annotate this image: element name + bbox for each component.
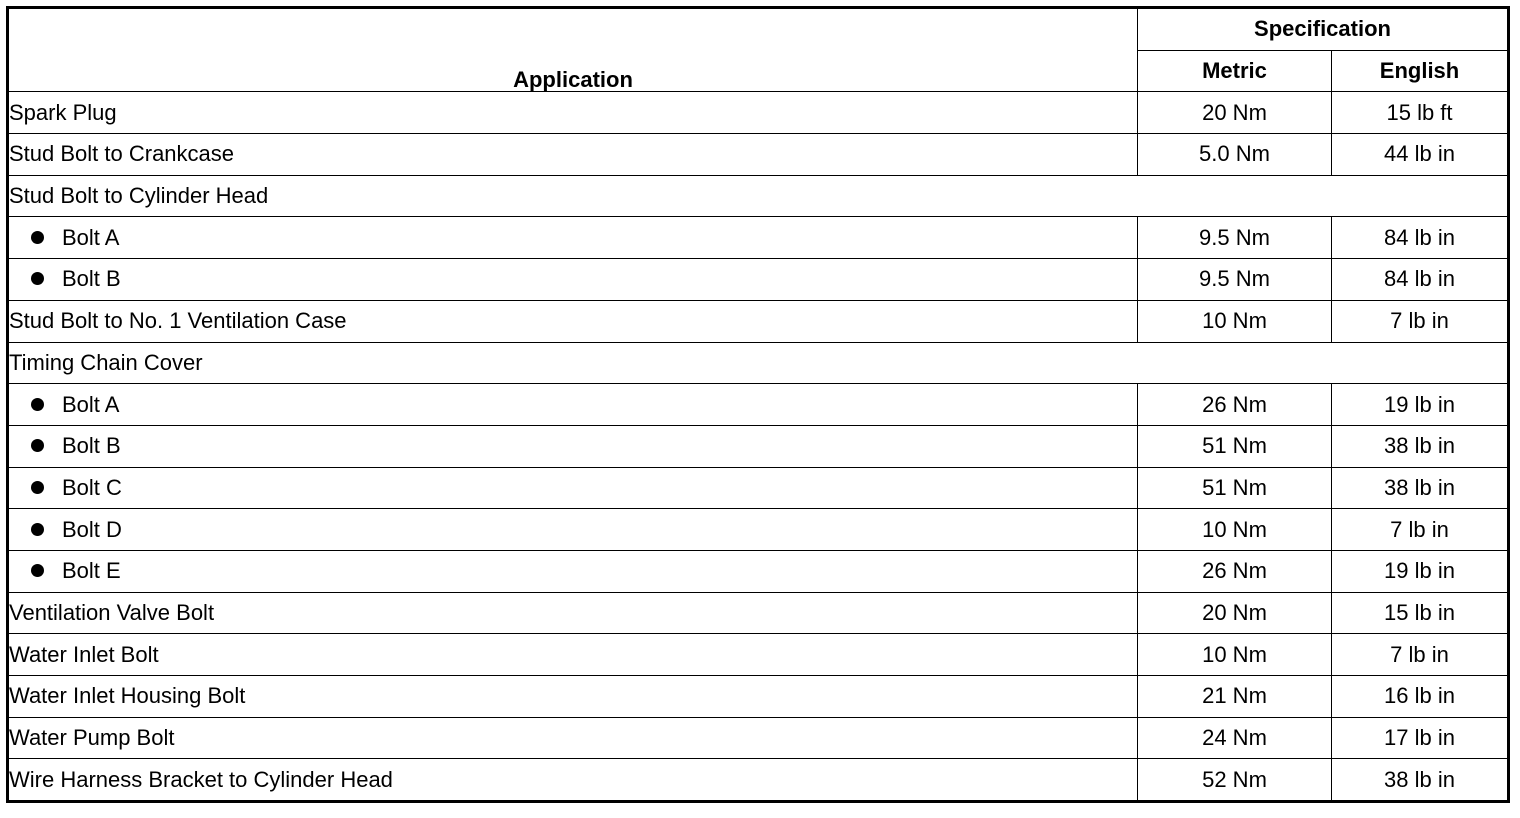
- table-row: [8, 592, 1509, 634]
- metric-header: Metric: [1138, 50, 1332, 92]
- application-cell: [8, 550, 1138, 592]
- metric-value: 26 Nm: [1138, 384, 1332, 426]
- application-label: Bolt D: [62, 516, 122, 542]
- metric-value: 24 Nm: [1138, 717, 1332, 759]
- bullet-icon: [31, 398, 44, 411]
- metric-value: 51 Nm: [1138, 425, 1332, 467]
- metric-value: 20 Nm: [1138, 592, 1332, 634]
- application-cell: [8, 217, 1138, 259]
- group-label-cell: [8, 175, 1509, 217]
- metric-value: 52 Nm: [1138, 759, 1332, 802]
- english-value: 38 lb in: [1332, 425, 1509, 467]
- bullet-icon: [31, 439, 44, 452]
- english-value: 17 lb in: [1332, 717, 1509, 759]
- application-label: Stud Bolt to No. 1 Ventilation Case: [9, 308, 347, 334]
- metric-value: 21 Nm: [1138, 676, 1332, 718]
- bullet-icon: [31, 272, 44, 285]
- table-row: [8, 634, 1509, 676]
- application-label: Bolt E: [62, 558, 121, 584]
- application-cell: [8, 134, 1138, 176]
- english-value: 15 lb in: [1332, 592, 1509, 634]
- application-label: Timing Chain Cover: [9, 349, 203, 375]
- table-body: [8, 92, 1509, 802]
- group-label-cell: [8, 342, 1509, 384]
- application-cell: [8, 300, 1138, 342]
- english-value: 19 lb in: [1332, 550, 1509, 592]
- table-row: [8, 259, 1509, 301]
- table-row: [8, 342, 1509, 384]
- english-value: 7 lb in: [1332, 509, 1509, 551]
- application-label: Spark Plug: [9, 99, 117, 125]
- english-value: 19 lb in: [1332, 384, 1509, 426]
- table-row: [8, 425, 1509, 467]
- application-label: Bolt B: [62, 266, 121, 292]
- table-row: [8, 509, 1509, 551]
- table-row: [8, 384, 1509, 426]
- application-label: Ventilation Valve Bolt: [9, 599, 215, 625]
- table-row: [8, 717, 1509, 759]
- metric-value: 10 Nm: [1138, 634, 1332, 676]
- metric-value: 5.0 Nm: [1138, 134, 1332, 176]
- metric-value: 9.5 Nm: [1138, 217, 1332, 259]
- table-row: [8, 550, 1509, 592]
- application-cell: [8, 509, 1138, 551]
- bullet-icon: [31, 231, 44, 244]
- application-label: Water Pump Bolt: [9, 725, 175, 751]
- metric-value: 10 Nm: [1138, 300, 1332, 342]
- table-row: [8, 676, 1509, 718]
- bullet-icon: [31, 523, 44, 536]
- application-label: Bolt A: [62, 224, 120, 250]
- table-row: [8, 300, 1509, 342]
- table-row: [8, 467, 1509, 509]
- english-value: 7 lb in: [1332, 300, 1509, 342]
- application-cell: [8, 425, 1138, 467]
- application-cell: [8, 717, 1138, 759]
- application-cell: [8, 676, 1138, 718]
- english-value: 15 lb ft: [1332, 92, 1509, 134]
- application-cell: [8, 759, 1138, 802]
- application-header: Application: [8, 8, 1138, 92]
- application-label: Wire Harness Bracket to Cylinder Head: [9, 766, 393, 792]
- application-cell: [8, 467, 1138, 509]
- application-cell: [8, 592, 1138, 634]
- metric-value: 20 Nm: [1138, 92, 1332, 134]
- application-label: Stud Bolt to Cylinder Head: [9, 183, 269, 209]
- english-header: English: [1332, 50, 1509, 92]
- application-label: Bolt A: [62, 391, 120, 417]
- table-row: [8, 759, 1509, 802]
- table-row: [8, 134, 1509, 176]
- metric-value: 9.5 Nm: [1138, 259, 1332, 301]
- english-value: 84 lb in: [1332, 217, 1509, 259]
- application-cell: [8, 92, 1138, 134]
- english-value: 38 lb in: [1332, 467, 1509, 509]
- application-cell: [8, 259, 1138, 301]
- application-label: Water Inlet Bolt: [9, 641, 159, 667]
- metric-value: 10 Nm: [1138, 509, 1332, 551]
- bullet-icon: [31, 564, 44, 577]
- table-row: [8, 92, 1509, 134]
- application-label: Bolt B: [62, 433, 121, 459]
- application-label: Bolt C: [62, 474, 122, 500]
- bullet-icon: [31, 481, 44, 494]
- table-row: [8, 175, 1509, 217]
- application-cell: [8, 384, 1138, 426]
- application-label: Water Inlet Housing Bolt: [9, 683, 246, 709]
- application-label: Stud Bolt to Crankcase: [9, 141, 235, 167]
- english-value: 7 lb in: [1332, 634, 1509, 676]
- metric-value: 51 Nm: [1138, 467, 1332, 509]
- english-value: 84 lb in: [1332, 259, 1509, 301]
- english-value: 16 lb in: [1332, 676, 1509, 718]
- table-row: [8, 217, 1509, 259]
- application-cell: [8, 634, 1138, 676]
- english-value: 44 lb in: [1332, 134, 1509, 176]
- metric-value: 26 Nm: [1138, 550, 1332, 592]
- specification-header: Specification: [1138, 8, 1509, 51]
- english-value: 38 lb in: [1332, 759, 1509, 802]
- torque-spec-table: [6, 6, 1510, 803]
- header-row-top: [8, 8, 1509, 51]
